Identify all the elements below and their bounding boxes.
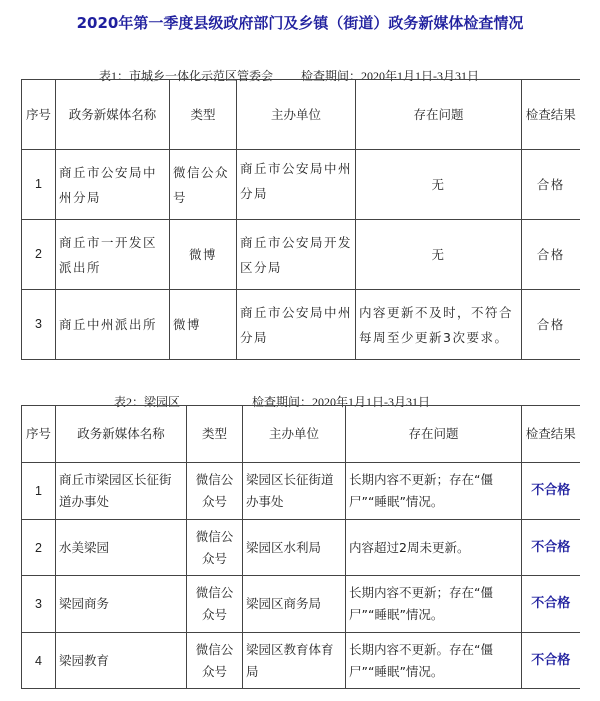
row-no: 3 bbox=[22, 290, 56, 360]
row-type: 微信公众号 bbox=[187, 576, 243, 633]
header-type: 类型 bbox=[170, 80, 237, 150]
row-name: 商丘市梁园区长征街道办事处 bbox=[56, 463, 187, 520]
header-issue: 存在问题 bbox=[346, 406, 522, 463]
row-issue: 无 bbox=[356, 150, 522, 220]
row-issue: 无 bbox=[356, 220, 522, 290]
row-type: 微信公众号 bbox=[170, 150, 237, 220]
row-name: 梁园商务 bbox=[56, 576, 187, 633]
row-result: 合格 bbox=[522, 290, 580, 360]
row-result: 合格 bbox=[522, 150, 580, 220]
row-type: 微博 bbox=[170, 290, 237, 360]
row-issue: 长期内容不更新；存在“僵尸”“睡眠”情况。 bbox=[346, 576, 522, 633]
table-row bbox=[22, 520, 580, 576]
row-unit: 梁园区长征街道办事处 bbox=[243, 463, 346, 520]
row-unit: 商丘市公安局中州分局 bbox=[237, 150, 356, 220]
table-row bbox=[22, 576, 580, 633]
table-row bbox=[22, 290, 580, 360]
page-title: 2020年第一季度县级政府部门及乡镇（街道）政务新媒体检查情况 bbox=[76, 14, 524, 32]
header-unit: 主办单位 bbox=[237, 80, 356, 150]
row-name: 商丘市公安局中州分局 bbox=[56, 150, 170, 220]
row-no: 2 bbox=[22, 520, 56, 576]
row-no: 4 bbox=[22, 633, 56, 689]
table2 bbox=[21, 405, 580, 689]
row-no: 1 bbox=[22, 463, 56, 520]
table2-period: 检查期间：2020年1月1日-3月31日 bbox=[252, 395, 431, 409]
table-row bbox=[22, 220, 580, 290]
row-name: 梁园教育 bbox=[56, 633, 187, 689]
row-result: 合格 bbox=[522, 220, 580, 290]
table2-header-row bbox=[22, 406, 580, 463]
row-no: 1 bbox=[22, 150, 56, 220]
table-row bbox=[22, 150, 580, 220]
header-no: 序号 bbox=[22, 406, 56, 463]
row-type: 微信公众号 bbox=[187, 463, 243, 520]
row-name: 商丘市一开发区派出所 bbox=[56, 220, 170, 290]
table-row bbox=[22, 633, 580, 689]
row-issue: 内容超过2周未更新。 bbox=[346, 520, 522, 576]
header-name: 政务新媒体名称 bbox=[56, 80, 170, 150]
header-type: 类型 bbox=[187, 406, 243, 463]
row-name: 水美梁园 bbox=[56, 520, 187, 576]
row-unit: 商丘市公安局中州分局 bbox=[237, 290, 356, 360]
table1-header-row bbox=[22, 80, 580, 150]
row-type: 微信公众号 bbox=[187, 520, 243, 576]
row-result: 不合格 bbox=[522, 520, 580, 576]
row-result: 不合格 bbox=[522, 633, 580, 689]
row-result: 不合格 bbox=[522, 576, 580, 633]
table2-unit-label: 表2：梁园区 bbox=[114, 395, 181, 409]
row-issue: 内容更新不及时，不符合每周至少更新3次要求。 bbox=[356, 290, 522, 360]
row-unit: 梁园区商务局 bbox=[243, 576, 346, 633]
header-result: 检查结果 bbox=[522, 406, 580, 463]
header-no: 序号 bbox=[22, 80, 56, 150]
row-unit: 梁园区水利局 bbox=[243, 520, 346, 576]
table-row bbox=[22, 463, 580, 520]
row-issue: 长期内容不更新；存在“僵尸”“睡眠”情况。 bbox=[346, 463, 522, 520]
row-result: 不合格 bbox=[522, 463, 580, 520]
row-name: 商丘中州派出所 bbox=[56, 290, 170, 360]
table1-period: 检查期间：2020年1月1日-3月31日 bbox=[301, 69, 480, 83]
header-issue: 存在问题 bbox=[356, 80, 522, 150]
row-no: 3 bbox=[22, 576, 56, 633]
row-issue: 长期内容不更新。存在“僵尸”“睡眠”情况。 bbox=[346, 633, 522, 689]
row-unit: 商丘市公安局开发区分局 bbox=[237, 220, 356, 290]
header-name: 政务新媒体名称 bbox=[56, 406, 187, 463]
row-unit: 梁园区教育体育局 bbox=[243, 633, 346, 689]
row-type: 微信公众号 bbox=[187, 633, 243, 689]
header-unit: 主办单位 bbox=[243, 406, 346, 463]
table1-unit-label: 表1：市城乡一体化示范区管委会 bbox=[99, 69, 274, 83]
row-type: 微博 bbox=[170, 220, 237, 290]
header-result: 检查结果 bbox=[522, 80, 580, 150]
row-no: 2 bbox=[22, 220, 56, 290]
table1 bbox=[21, 79, 580, 360]
